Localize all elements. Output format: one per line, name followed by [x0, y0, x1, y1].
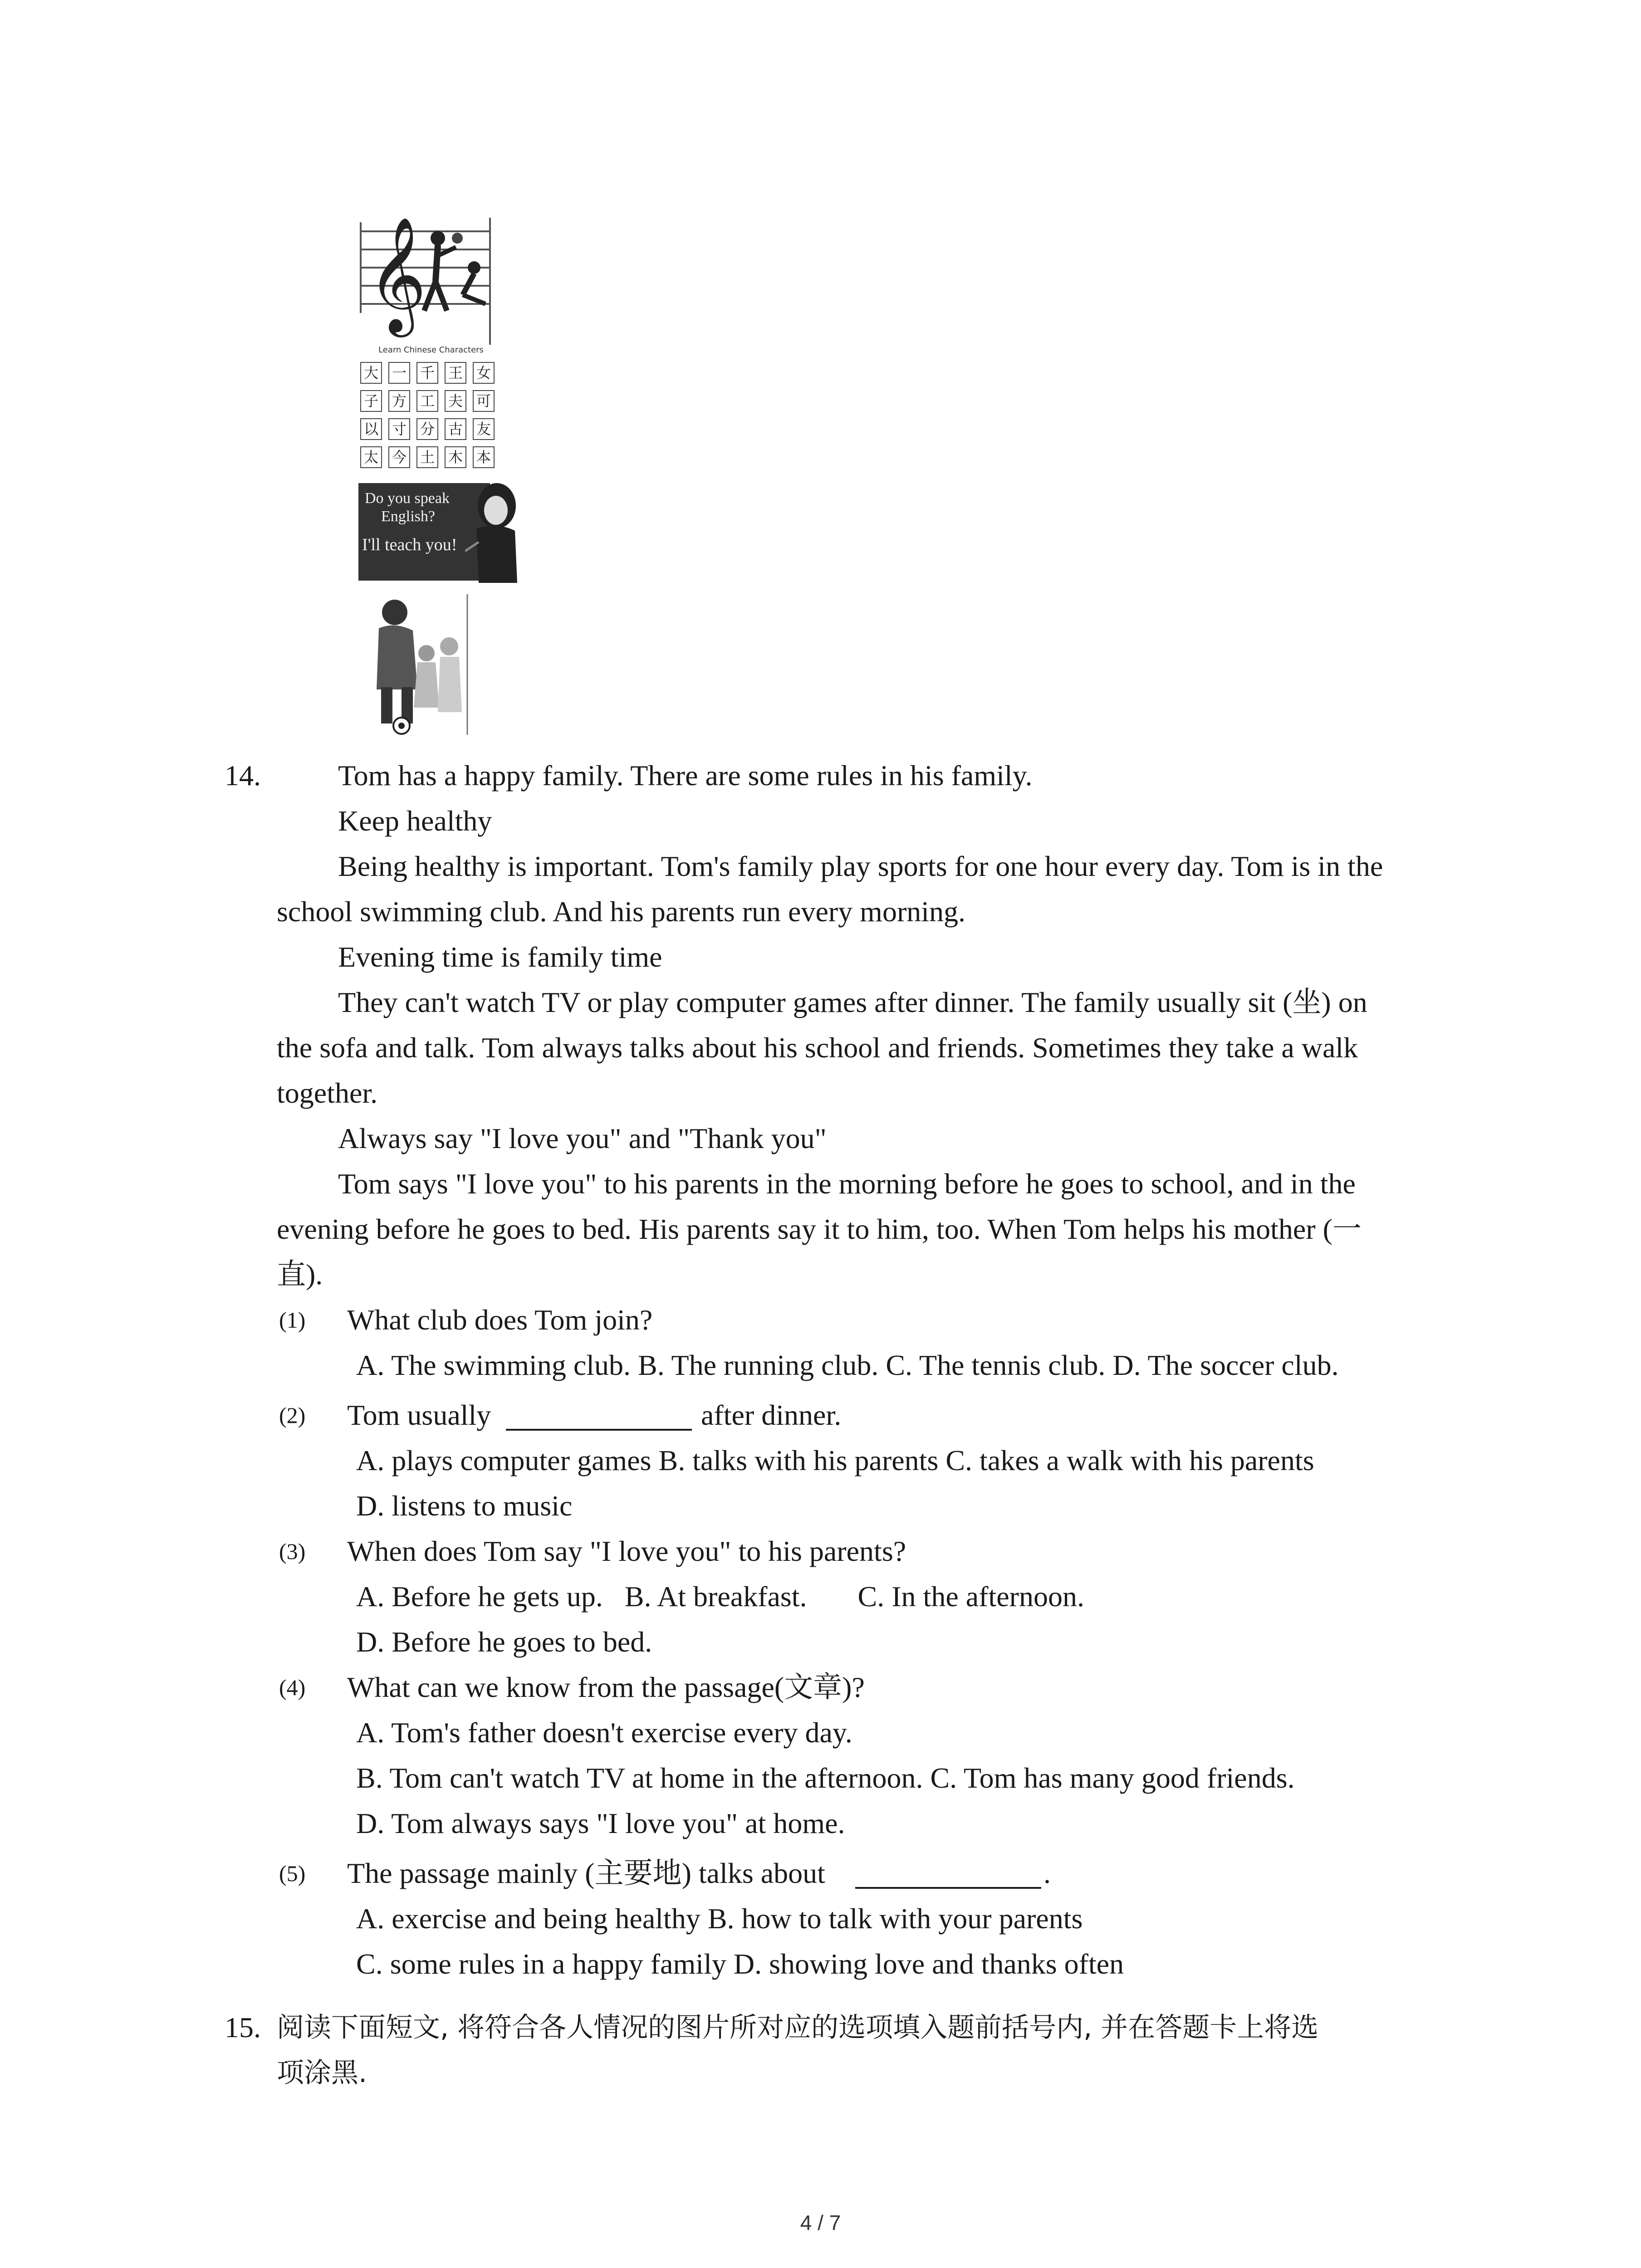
character-cell: 今: [388, 446, 410, 468]
answer-options: A. The swimming club. B. The running club. C. The tennis club. D. The soccer club.: [356, 1349, 1339, 1381]
sub-question-stem: The passage mainly (主要地) talks about: [347, 1857, 825, 1889]
blackboard-text-2: English?: [381, 508, 435, 525]
answer-blank[interactable]: [506, 1429, 692, 1431]
character-cell: 可: [473, 390, 495, 412]
character-cell: 一: [388, 362, 410, 384]
paragraph-line: evening before he goes to bed. His parents say it to him, too. When Tom helps his mother (一: [277, 1213, 1362, 1245]
chinese-characters-picture: [358, 345, 504, 472]
music-sports-picture: [358, 213, 495, 345]
sub-question-stem: after dinner.: [701, 1399, 842, 1431]
character-cell: 夫: [445, 390, 466, 412]
character-cell: 寸: [388, 418, 410, 440]
answer-options: D. listens to music: [356, 1490, 573, 1522]
character-cell: 本: [473, 446, 495, 468]
blackboard-text-1: Do you speak: [365, 490, 450, 507]
character-cell: 千: [416, 362, 438, 384]
character-cell: 方: [388, 390, 410, 412]
english-teacher-picture: [358, 479, 519, 583]
paragraph-line: They can't watch TV or play computer games after dinner. The family usually sit (坐) on: [338, 986, 1367, 1018]
answer-options: A. Tom's father doesn't exercise every day.: [356, 1716, 852, 1749]
passage-intro: Tom has a happy family. There are some rules in his family.: [338, 759, 1033, 792]
question-number: 15.: [225, 2011, 261, 2043]
character-cell: 太: [360, 446, 382, 468]
answer-options: C. some rules in a happy family D. showing love and thanks often: [356, 1948, 1124, 1980]
sub-question-number: (4): [279, 1675, 306, 1700]
page-number: 4 / 7: [800, 2211, 841, 2234]
answer-blank[interactable]: [855, 1887, 1041, 1889]
character-cell: 以: [360, 418, 382, 440]
sub-question-number: (5): [279, 1861, 306, 1886]
character-cell: 大: [360, 362, 382, 384]
answer-options: B. Tom can't watch TV at home in the afternoon. C. Tom has many good friends.: [356, 1762, 1295, 1794]
paragraph-line: Tom says "I love you" to his parents in the morning before he goes to school, and in the: [338, 1168, 1356, 1200]
answer-options: A. Before he gets up. B. At breakfast. C. In the afternoon.: [356, 1580, 1084, 1613]
answer-options: D. Tom always says "I love you" at home.: [356, 1807, 845, 1839]
character-cell: 木: [445, 446, 466, 468]
sub-question-stem: When does Tom say "I love you" to his parents?: [347, 1535, 906, 1567]
question-number: 14.: [225, 759, 261, 792]
character-cell: 分: [416, 418, 438, 440]
paragraph-line: together.: [277, 1077, 378, 1109]
character-grid: [360, 362, 495, 468]
section-heading: Always say "I love you" and "Thank you": [338, 1122, 827, 1154]
character-cell: 子: [360, 390, 382, 412]
character-cell: 古: [445, 418, 466, 440]
sub-question-stem: Tom usually: [347, 1399, 491, 1431]
character-cell: 王: [445, 362, 466, 384]
instruction-line: 阅读下面短文, 将符合各人情况的图片所对应的选项填入题前括号内, 并在答题卡上将选: [277, 2012, 1319, 2043]
sub-question-number: (2): [279, 1403, 306, 1428]
answer-options: A. plays computer games B. talks with his parents C. takes a walk with his parents: [356, 1444, 1314, 1476]
instruction-line: 项涂黑.: [277, 2057, 367, 2089]
sub-question-number: (3): [279, 1539, 306, 1564]
section-heading: Evening time is family time: [338, 941, 662, 973]
character-cell: 友: [473, 418, 495, 440]
chinese-chart-title: Learn Chinese Characters: [378, 345, 484, 355]
character-cell: 女: [473, 362, 495, 384]
svg-text:𝄞: 𝄞: [367, 216, 427, 332]
blackboard-text-3: I'll teach you!: [362, 535, 457, 554]
sub-question-number: (1): [279, 1307, 306, 1333]
section-heading: Keep healthy: [338, 805, 492, 837]
answer-options: D. Before he goes to bed.: [356, 1626, 652, 1658]
sub-question-stem: What club does Tom join?: [347, 1304, 653, 1336]
sub-question-stem: .: [1043, 1857, 1051, 1889]
character-cell: 工: [416, 390, 438, 412]
character-cell: 土: [416, 446, 438, 468]
paragraph-line: school swimming club. And his parents run every morning.: [277, 895, 966, 928]
paragraph-line: Being healthy is important. Tom's family play sports for one hour every day. Tom is in the: [338, 850, 1383, 882]
paragraph-line: 直).: [277, 1258, 323, 1290]
answer-options: A. exercise and being healthy B. how to talk with your parents: [356, 1902, 1083, 1935]
family-picture: [358, 590, 472, 735]
sub-question-stem: What can we know from the passage(文章)?: [347, 1671, 865, 1703]
paragraph-line: the sofa and talk. Tom always talks about his school and friends. Sometimes they take a walk: [277, 1031, 1358, 1064]
teacher-figure: [465, 479, 519, 583]
